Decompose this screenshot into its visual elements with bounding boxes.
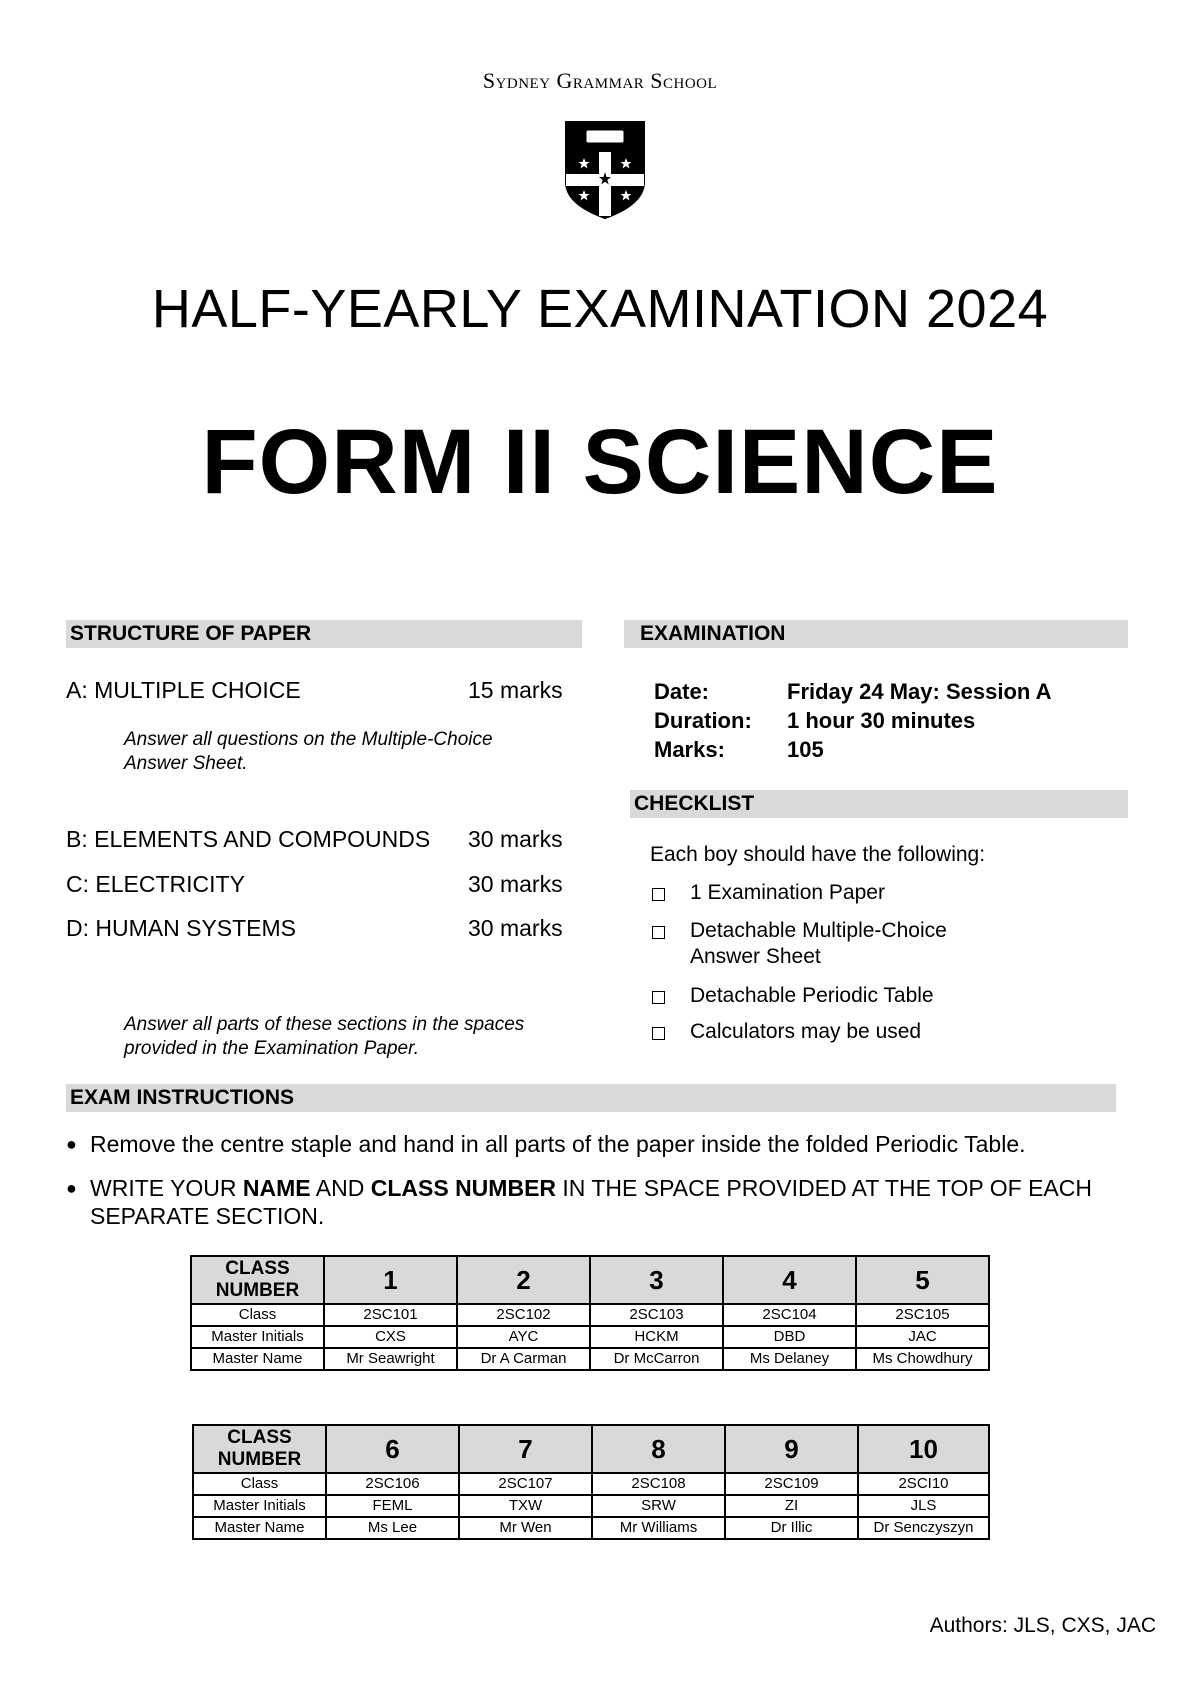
row-label: Master Name — [191, 1348, 324, 1370]
section-b-label: B: ELEMENTS AND COMPOUNDS — [66, 826, 431, 852]
master-initials: DBD — [723, 1326, 856, 1348]
class-code: 2SC106 — [326, 1473, 459, 1495]
checkbox-icon — [652, 926, 665, 939]
checklist-item — [652, 918, 952, 970]
row-label: Master Name — [193, 1517, 326, 1539]
master-name: Ms Lee — [326, 1517, 459, 1539]
class-code: 2SC101 — [324, 1304, 457, 1326]
master-name: Dr Senczyszyn — [858, 1517, 989, 1539]
checkbox-icon — [652, 991, 665, 1004]
table-row — [191, 1304, 989, 1326]
master-name: Mr Seawright — [324, 1348, 457, 1370]
class-number: 4 — [723, 1256, 856, 1304]
row-label: Class — [193, 1473, 326, 1495]
bullet-icon: ● — [66, 1134, 77, 1154]
section-d-label: D: HUMAN SYSTEMS — [66, 915, 297, 941]
master-name: Mr Williams — [592, 1517, 725, 1539]
class-number: 10 — [858, 1425, 989, 1473]
class-code: 2SC104 — [723, 1304, 856, 1326]
exam-title: HALF-YEARLY EXAMINATION 2024 — [151, 279, 1049, 339]
bullet-icon: ● — [66, 1178, 77, 1198]
exam-date-value: Friday 24 May: Session A — [787, 679, 1052, 704]
master-initials: JAC — [856, 1326, 989, 1348]
instruction-text: WRITE YOUR NAME AND CLASS NUMBER IN THE SPACE PROVIDED AT THE TOP OF EACH SEPARATE SECTION. — [90, 1175, 1092, 1229]
instruction-bullet — [66, 1174, 1096, 1230]
checklist-intro: Each boy should have the following: — [650, 843, 986, 866]
class-number: 7 — [459, 1425, 592, 1473]
checklist-item-label: 1 Examination Paper — [690, 881, 885, 904]
class-table-2 — [192, 1424, 990, 1540]
table-row — [193, 1495, 989, 1517]
exam-duration-value: 1 hour 30 minutes — [787, 708, 976, 733]
checklist-item — [652, 983, 1092, 1009]
section-c-label: C: ELECTRICITY — [66, 871, 245, 897]
master-initials: HCKM — [590, 1326, 723, 1348]
table-row — [191, 1348, 989, 1370]
instructions-heading: EXAM INSTRUCTIONS — [66, 1084, 1116, 1112]
section-a-note: Answer all questions on the Multiple-Choice Answer Sheet. — [124, 729, 493, 774]
class-number: 6 — [326, 1425, 459, 1473]
table-row — [191, 1326, 989, 1348]
master-initials: FEML — [326, 1495, 459, 1517]
subject-title: FORM II SCIENCE — [201, 411, 999, 513]
master-initials: TXW — [459, 1495, 592, 1517]
row-label: Master Initials — [193, 1495, 326, 1517]
exam-date-key: Date: — [654, 679, 710, 704]
class-code: 2SC107 — [459, 1473, 592, 1495]
master-name: Mr Wen — [459, 1517, 592, 1539]
row-label: Class — [191, 1304, 324, 1326]
instruction-text: Remove the centre staple and hand in all parts of the paper inside the folded Periodic Table. — [90, 1131, 1026, 1157]
section-d-marks: 30 marks — [468, 915, 563, 941]
section-c-marks: 30 marks — [468, 871, 563, 897]
school-name: Sydney Grammar School — [482, 68, 718, 93]
master-initials: AYC — [457, 1326, 590, 1348]
master-initials: JLS — [858, 1495, 989, 1517]
class-code: 2SC105 — [856, 1304, 989, 1326]
class-number-header: CLASS NUMBER — [193, 1425, 326, 1473]
class-number: 9 — [725, 1425, 858, 1473]
sections-bcd-note: Answer all parts of these sections in the spaces provided in the Examination Paper. — [124, 1014, 525, 1059]
checkbox-icon — [652, 1027, 665, 1040]
master-name: Ms Chowdhury — [856, 1348, 989, 1370]
authors: Authors: JLS, CXS, JAC — [929, 1614, 1156, 1637]
master-initials: SRW — [592, 1495, 725, 1517]
class-code: 2SC103 — [590, 1304, 723, 1326]
class-code: 2SC108 — [592, 1473, 725, 1495]
master-name: Dr A Carman — [457, 1348, 590, 1370]
examination-heading: EXAMINATION — [624, 620, 1128, 648]
section-a-marks: 15 marks — [468, 677, 563, 703]
checklist-heading: CHECKLIST — [630, 790, 1128, 818]
row-label: Master Initials — [191, 1326, 324, 1348]
master-name: Dr Illic — [725, 1517, 858, 1539]
master-name: Ms Delaney — [723, 1348, 856, 1370]
checkbox-icon — [652, 888, 665, 901]
master-initials: ZI — [725, 1495, 858, 1517]
section-b-marks: 30 marks — [468, 826, 563, 852]
exam-marks-key: Marks: — [654, 737, 725, 762]
structure-heading: STRUCTURE OF PAPER — [66, 620, 582, 648]
class-table-1 — [190, 1255, 990, 1371]
class-number: 3 — [590, 1256, 723, 1304]
school-crest-icon — [564, 120, 646, 220]
instruction-bullet — [66, 1130, 1146, 1158]
exam-marks-value: 105 — [787, 737, 824, 762]
table-row — [193, 1473, 989, 1495]
class-number: 1 — [324, 1256, 457, 1304]
master-name: Dr McCarron — [590, 1348, 723, 1370]
checklist-item — [652, 880, 1092, 906]
checklist-item-label: Calculators may be used — [690, 1020, 922, 1043]
class-number: 8 — [592, 1425, 725, 1473]
section-a-label: A: MULTIPLE CHOICE — [66, 677, 301, 703]
class-number: 2 — [457, 1256, 590, 1304]
class-code: 2SCI10 — [858, 1473, 989, 1495]
master-initials: CXS — [324, 1326, 457, 1348]
class-number: 5 — [856, 1256, 989, 1304]
table-row — [193, 1517, 989, 1539]
exam-duration-key: Duration: — [654, 708, 752, 733]
class-code: 2SC102 — [457, 1304, 590, 1326]
class-code: 2SC109 — [725, 1473, 858, 1495]
checklist-item-label: Detachable Multiple-Choice Answer Sheet — [690, 919, 947, 968]
checklist-item — [652, 1019, 1092, 1045]
class-number-header: CLASS NUMBER — [191, 1256, 324, 1304]
checklist-item-label: Detachable Periodic Table — [690, 984, 934, 1007]
